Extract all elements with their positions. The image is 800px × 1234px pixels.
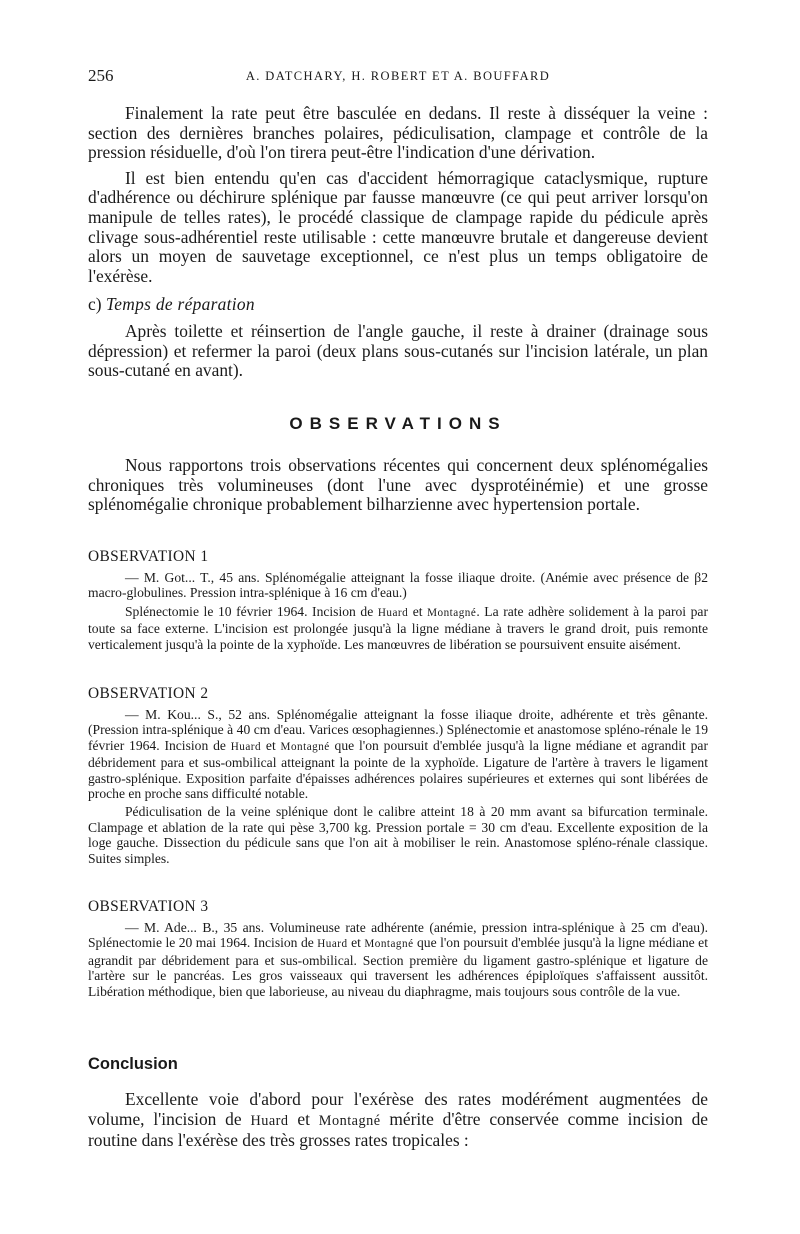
conjunction-et: et	[297, 1108, 310, 1129]
conclusion-text-start: Excellente voie d'abord pour l'exérèse des rates modérément augmentées de volume, l'incision de	[88, 1089, 708, 1129]
page-number: 256	[88, 66, 114, 85]
author-montagne: Montagné	[364, 938, 414, 951]
conjunction-et: et	[412, 603, 423, 619]
author-montagne: Montagné	[280, 740, 330, 753]
conclusion-heading-wrap	[88, 1055, 708, 1074]
conjunction-et: et	[265, 737, 276, 753]
author-huard: Huard	[317, 938, 348, 951]
observation-3-p1	[88, 920, 708, 999]
observation-3-label: OBSERVATION 3	[88, 898, 209, 915]
conjunction-et: et	[351, 935, 361, 951]
conclusion-text	[88, 1090, 708, 1151]
author-montagne: Montagné	[427, 606, 477, 619]
observation-1-p1: — M. Got... T., 45 ans. Splénomégalie atteignant la fosse iliaque droite. (Anémie avec présence de β2 macro-globulines. Pression intra-splénique à 16 cm d'eau.)	[88, 570, 708, 601]
observation-2	[88, 685, 708, 866]
observation-1-label: OBSERVATION 1	[88, 548, 209, 565]
observations-intro	[88, 456, 708, 515]
section-c-prefix: c)	[88, 294, 102, 314]
observations-heading-wrap	[88, 414, 708, 434]
page-header	[88, 66, 708, 90]
observation-3-p1-end: que l'on poursuit d'emblée jusqu'à la ligne médiane et agrandit par débridement para et sus-ombilical. Section première du ligament gastro-splénique et ligature de l'artère sur le pancréas. Les gros vaisseaux qui traversent les adhérences épiploïques s'affaissent aussitôt. Libération méthodique, bien que laborieuse, au niveau du diaphragme, mais toujours sous contrôle de la vue.	[88, 935, 708, 999]
observation-2-p1	[88, 707, 708, 801]
conclusion-title: Conclusion	[88, 1055, 178, 1073]
observation-2-label: OBSERVATION 2	[88, 685, 209, 702]
observation-1-p2-end: . La rate adhère solidement à la paroi par toute sa face externe. L'incision est prolongée jusqu'à la ligne médiane à travers le grand droit, puis remonte verticalement jusqu'à la pointe de la xyphoïde. Les manœuvres de libération se poursuivent ensuite aisément.	[88, 603, 708, 652]
paragraph-2: Il est bien entendu qu'en cas d'accident hémorragique cataclysmique, rupture d'adhérence ou déchirure splénique par fausse manœuvre (ce qui peut arriver lorsqu'on manipule de telles rates), le procédé classique de clampage rapide du pédicule après clivage sous-adhérentiel reste utilisable : cette manœuvre brutale et dangereuse devient alors un moyen de sauvetage exceptionnel, ce n'est plus un temps obligatoire de l'exérèse.	[88, 167, 708, 286]
observations-title: OBSERVATIONS	[289, 414, 507, 433]
observation-3-p1-start: — M. Ade... B., 35 ans. Volumineuse rate adhérente (anémie, pression intra-splénique à 25 cm d'eau). Splénectomie le 20 mai 1964. Incision de	[88, 920, 708, 951]
section-c-title: Temps de réparation	[105, 294, 255, 314]
running-head: A. DATCHARY, H. ROBERT ET A. BOUFFARD	[245, 69, 551, 83]
paragraph-3: Après toilette et réinsertion de l'angle gauche, il reste à drainer (drainage sous dépression) et refermer la paroi (deux plans sous-cutanés sur l'incision latérale, un plan sous-cutané en avant).	[88, 321, 708, 381]
observation-2-p2: Pédiculisation de la veine splénique dont le calibre atteint 18 à 20 mm avant sa bifurcation terminale. Clampage et ablation de la rate qui pèse 3,700 kg. Pression portale = 30 cm d'eau. Excellente exposition de la loge gauche. Dissection du pédicule sans que l'on ait à mobiliser le rein. Anastomose spléno-rénale classique. Suites simples.	[88, 804, 708, 866]
observation-3	[88, 898, 708, 999]
observation-1-p2-start: Splénectomie le 10 février 1964. Incision de	[125, 603, 374, 619]
section-c-heading	[88, 295, 708, 315]
author-huard: Huard	[230, 740, 262, 753]
observation-2-p1-end: que l'on poursuit d'emblée jusqu'à la ligne médiane et agrandit par débridement para et sus-ombilical atteignant la pointe de la xyphoïde. Ligature de l'artère à travers le ligament gastro-splénique. Exposition parfaite d'épaisses adhérences polaires supérieures et externes qui sont libérées de proche en proche sans difficulté notable.	[88, 737, 708, 802]
body-repair	[88, 322, 708, 381]
author-huard: Huard	[377, 606, 409, 619]
observations-intro-text: Nous rapportons trois observations récentes qui concernent deux splénomégalies chroniques très volumineuses (dont l'une avec dysprotéinémie) et une grosse splénomégalie chronique probablement bilharzienne avec hypertension portale.	[88, 455, 708, 515]
author-huard: Huard	[250, 1112, 289, 1129]
paragraph-1: Finalement la rate peut être basculée en dedans. Il reste à disséquer la veine : section des dernières branches polaires, pédiculisation, clampage et contrôle de la pression résiduelle, d'où l'on tirera peut-être l'indication d'une dérivation.	[88, 103, 708, 163]
body-top	[88, 104, 708, 286]
observation-1	[88, 548, 708, 652]
conclusion-text-end: mérite d'être conservée comme incision de routine dans l'exérèse des très grosses rates tropicales :	[88, 1108, 708, 1151]
observation-1-p2	[88, 604, 708, 652]
conclusion-body	[88, 1090, 708, 1151]
author-montagne: Montagné	[318, 1112, 381, 1129]
observation-2-p1-start: — M. Kou... S., 52 ans. Splénomégalie atteignant la fosse iliaque droite, adhérente et très gênante. (Pression intra-splénique à 40 cm d'eau. Varices œsophagiennes.) Splénectomie et anastomose spléno-rénale le 19 février 1964. Incision de	[88, 707, 708, 753]
